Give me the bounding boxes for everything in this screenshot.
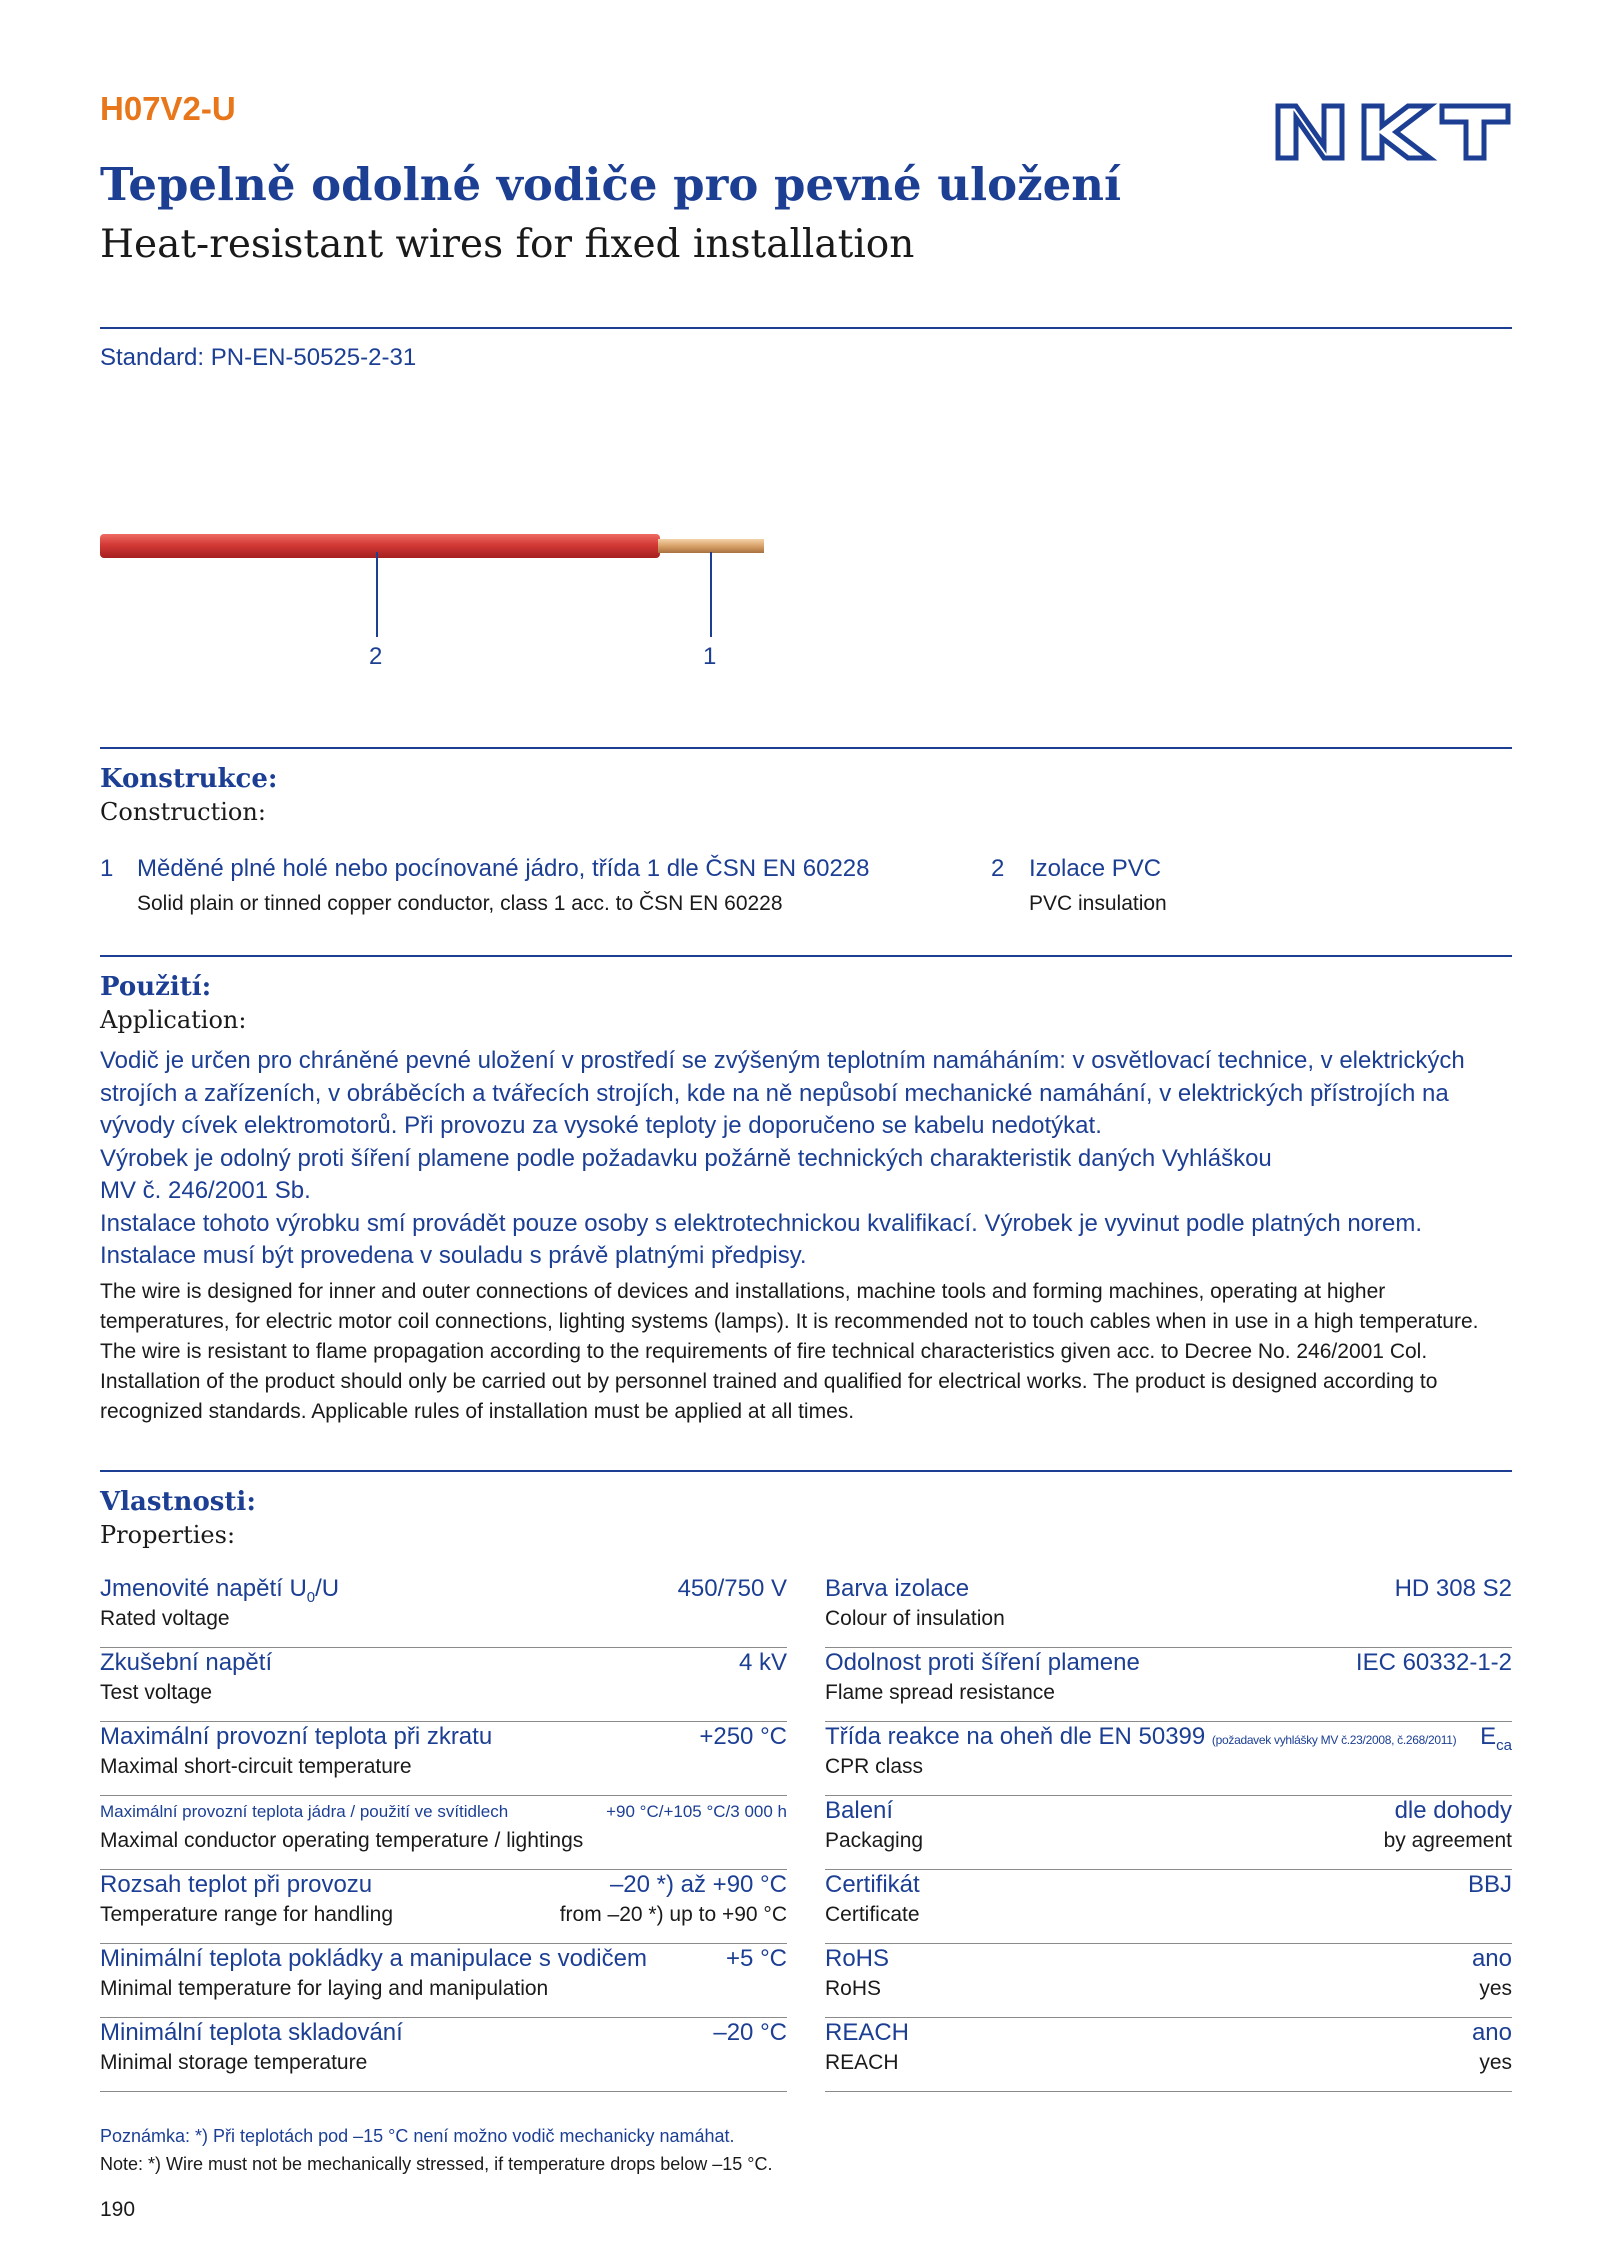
property-label-english: Minimal storage temperature bbox=[100, 2051, 368, 2074]
property-value: dle dohody bbox=[1394, 1797, 1512, 1824]
construction-heading: Konstrukce: bbox=[100, 764, 278, 794]
property-value: 450/750 V bbox=[677, 1575, 787, 1602]
construction-item-en: PVC insulation bbox=[1029, 892, 1167, 915]
property-label: Třída reakce na oheň dle EN 50399 (požadavek vyhlášky MV č.23/2008, č.268/2011) bbox=[825, 1723, 1457, 1750]
property-label: Balení bbox=[825, 1797, 894, 1824]
property-label-note: (požadavek vyhlášky MV č.23/2008, č.268/2011) bbox=[1211, 1733, 1457, 1747]
property-label-english: Temperature range for handling bbox=[100, 1903, 394, 1926]
product-code: H07V2-U bbox=[100, 90, 236, 127]
property-value: ano bbox=[1471, 2019, 1512, 2046]
property-label-english: Maximal conductor operating temperature / lightings bbox=[100, 1829, 584, 1852]
page-number: 190 bbox=[100, 2198, 136, 2221]
application-heading-english: Application: bbox=[100, 1006, 247, 1034]
property-label-english: Certificate bbox=[825, 1903, 920, 1926]
property-value-english: by agreement bbox=[1383, 1829, 1512, 1852]
property-label: Barva izolace bbox=[825, 1575, 970, 1602]
property-row-insulation-colour bbox=[825, 1575, 1512, 1648]
properties-heading-english: Properties: bbox=[100, 1521, 236, 1549]
property-label-english: Minimal temperature for laying and manipulation bbox=[100, 1977, 549, 2000]
property-value: HD 308 S2 bbox=[1394, 1575, 1512, 1602]
property-label-english: CPR class bbox=[825, 1755, 924, 1778]
page-title-english: Heat-resistant wires for fixed installation bbox=[100, 222, 915, 267]
page-title-czech: Tepelně odolné vodiče pro pevné uložení bbox=[100, 158, 1122, 211]
property-row-certificate bbox=[825, 1871, 1512, 1944]
property-value-english: yes bbox=[1479, 2051, 1512, 2074]
property-row-reach bbox=[825, 2019, 1512, 2092]
property-row-laying-temp bbox=[100, 1945, 787, 2018]
property-row-rated-voltage bbox=[100, 1575, 787, 1648]
property-label-english: Colour of insulation bbox=[825, 1607, 1005, 1630]
property-value: +5 °C bbox=[726, 1945, 787, 1972]
application-text-english: The wire is designed for inner and outer connections of devices and installations, machine tools and forming machines, operating at higher temperatures, for electric motor coil connections, lighting systems (lamps). It is recommended not to touch cables when in use in a high temperature. The wire is resistant to flame propagation according to the requirements of fire technical characteristics given acc. to Decree No. 246/2001 Col. Installation of the product should only be carried out by personnel trained and qualified for electrical works. The product is designed according to recognized standards. Applicable rules of installation must be applied at all times. bbox=[100, 1280, 1479, 1423]
property-label-english: Flame spread resistance bbox=[825, 1681, 1055, 1704]
construction-heading-english: Construction: bbox=[100, 798, 266, 826]
nkt-logo bbox=[1270, 98, 1514, 164]
callout-line-2 bbox=[376, 552, 378, 637]
property-row-rohs bbox=[825, 1945, 1512, 2018]
property-label: REACH bbox=[825, 2019, 910, 2046]
properties-heading: Vlastnosti: bbox=[100, 1487, 256, 1517]
property-value: $E_{ca}$ bbox=[1480, 1723, 1512, 1754]
property-row-packaging bbox=[825, 1797, 1512, 1870]
construction-divider bbox=[100, 747, 1512, 749]
callout-label-2: 2 bbox=[369, 643, 383, 670]
property-label: Rozsah teplot při provozu bbox=[100, 1871, 373, 1898]
property-label: Minimální teplota pokládky a manipulace s vodičem bbox=[100, 1945, 647, 1972]
application-heading: Použití: bbox=[100, 972, 212, 1002]
property-label-english: Test voltage bbox=[100, 1681, 213, 1704]
property-row-test-voltage bbox=[100, 1649, 787, 1722]
property-row-flame-spread bbox=[825, 1649, 1512, 1722]
property-label: Odolnost proti šíření plamene bbox=[825, 1649, 1140, 1676]
property-row-conductor-temp bbox=[100, 1797, 787, 1870]
property-row-short-circuit-temp bbox=[100, 1723, 787, 1796]
properties-divider bbox=[100, 1470, 1512, 1472]
wire-illustration bbox=[100, 528, 770, 564]
callout-label-1: 1 bbox=[703, 643, 717, 670]
header-divider bbox=[100, 327, 1512, 329]
callout-line-1 bbox=[710, 552, 712, 637]
property-value: IEC 60332-1-2 bbox=[1355, 1649, 1512, 1676]
construction-item-cz: Měděné plné holé nebo pocínované jádro, třída 1 dle ČSN EN 60228 bbox=[137, 855, 870, 882]
application-text-czech: Vodič je určen pro chráněné pevné uložení v prostředí se zvýšeným teplotním namáháním: v osvětlovací technice, v elektrických strojích a zařízeních, v obráběcích a tvářecích strojích, kde na ně nepůsobí mechanické namáhání, v elektrických přístrojích na vývody cívek elektromotorů. Při provozu za vysoké teploty je doporučeno se kabelu nedotýkat. Výrobek je odolný proti šíření plamene podle požadavku požárně technických charakteristik daných Vyhláškou MV č. 246/2001 Sb. Instalace tohoto výrobku smí provádět pouze osoby s elektrotechnickou kvalifikací. Výrobek je vyvinut podle platných norem. Instalace musí být provedena v souladu s právě platnými předpisy. bbox=[100, 1047, 1465, 1269]
property-value: –20 *) až +90 °C bbox=[609, 1871, 787, 1898]
property-value: 4 kV bbox=[738, 1649, 787, 1676]
property-value: +250 °C bbox=[699, 1723, 787, 1750]
property-value: –20 °C bbox=[713, 2019, 787, 2046]
application-divider bbox=[100, 955, 1512, 957]
property-row-temperature-range bbox=[100, 1871, 787, 1944]
property-label: Maximální provozní teplota při zkratu bbox=[100, 1723, 493, 1750]
property-value: BBJ bbox=[1467, 1871, 1512, 1898]
property-label: Certifikát bbox=[825, 1871, 920, 1898]
property-row-storage-temp bbox=[100, 2019, 787, 2092]
property-label: Jmenovité napětí $U_0/U$ bbox=[100, 1575, 340, 1606]
property-label: Zkušební napětí bbox=[100, 1649, 273, 1676]
property-label-english: Rated voltage bbox=[100, 1607, 230, 1630]
footnote-english: Note: *) Wire must not be mechanically stressed, if temperature drops below –15 °C. bbox=[100, 2154, 773, 2174]
footnote-czech: Poznámka: *) Při teplotách pod –15 °C není možno vodič mechanicky namáhat. bbox=[100, 2126, 735, 2146]
property-value: +90 °C/+105 °C/3 000 h bbox=[606, 1802, 787, 1821]
property-row-cpr-class bbox=[825, 1723, 1512, 1796]
property-label-english: REACH bbox=[825, 2051, 899, 2074]
property-value: ano bbox=[1471, 1945, 1512, 1972]
standard-label: Standard: PN-EN-50525-2-31 bbox=[100, 344, 417, 371]
construction-item-en: Solid plain or tinned copper conductor, class 1 acc. to ČSN EN 60228 bbox=[137, 892, 783, 915]
construction-item-cz: Izolace PVC bbox=[1029, 855, 1162, 882]
property-label: Minimální teplota skladování bbox=[100, 2019, 403, 2046]
property-label-english: Packaging bbox=[825, 1829, 924, 1852]
construction-item-number: 2 bbox=[991, 855, 1005, 882]
property-label-english: Maximal short-circuit temperature bbox=[100, 1755, 412, 1778]
property-label-english: RoHS bbox=[825, 1977, 882, 2000]
property-value-english: from –20 *) up to +90 °C bbox=[559, 1903, 787, 1926]
property-label: Maximální provozní teplota jádra / použití ve svítidlech bbox=[100, 1802, 509, 1821]
property-label: RoHS bbox=[825, 1945, 890, 1972]
property-value-english: yes bbox=[1479, 1977, 1512, 2000]
construction-item-number: 1 bbox=[100, 855, 114, 882]
